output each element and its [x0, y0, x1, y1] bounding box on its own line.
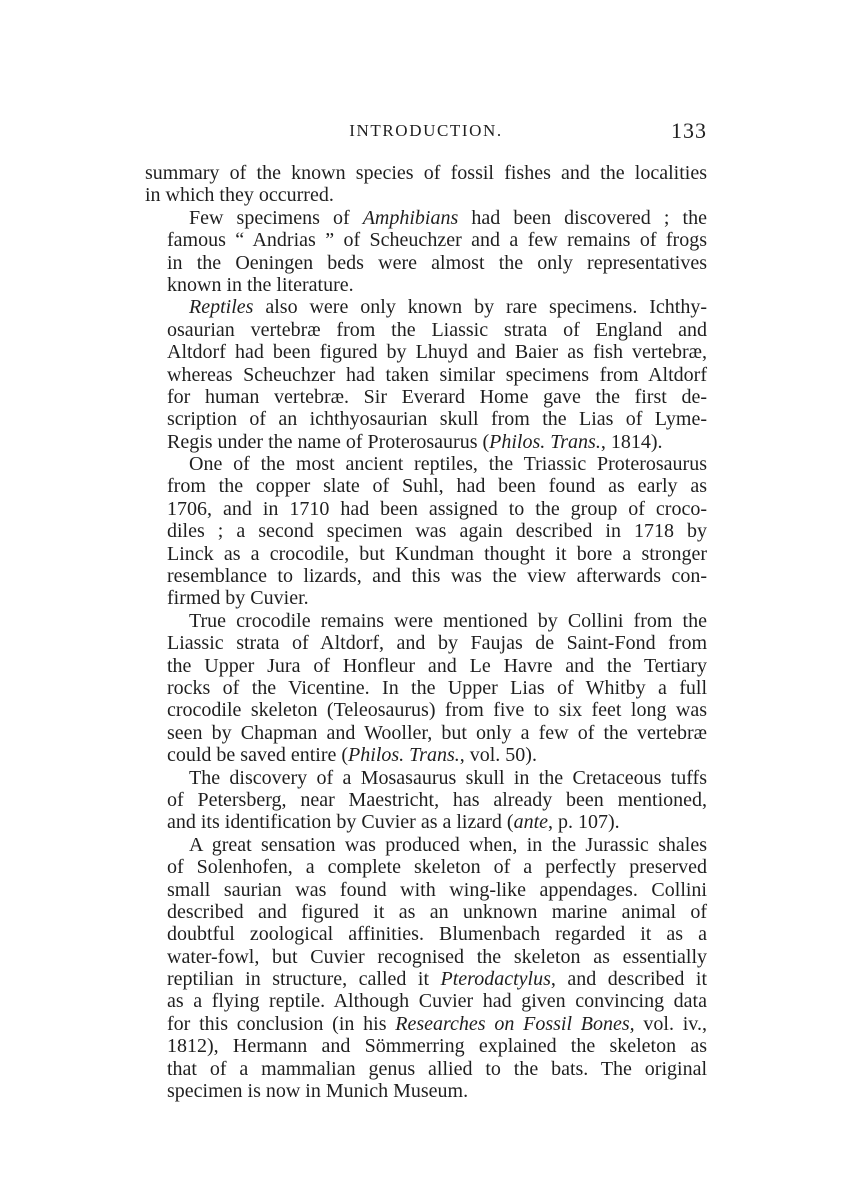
text-run: , 1814). [600, 430, 663, 453]
paragraph [145, 162, 707, 207]
text-line [145, 655, 707, 677]
text-line [145, 498, 707, 520]
text-line [145, 184, 707, 206]
text-line [145, 610, 707, 632]
text-run: described and figured it as an unknown marine animal of [167, 900, 707, 923]
text-run: crocodile skeleton (Teleosaurus) from five to six feet long was [167, 699, 707, 722]
text-run: 1706, and in 1710 had been assigned to the group of croco- [167, 497, 707, 520]
text-run: and its identification by Cuvier as a lizard ( [167, 811, 514, 834]
italic-text: Researches on Fossil Bones, [395, 1012, 635, 1035]
text-line [145, 274, 707, 296]
text-run: Altdorf had been figured by Lhuyd and Baier as fish vertebræ, [167, 341, 707, 364]
text-run: in which they occurred. [145, 184, 334, 207]
text-line [145, 1013, 707, 1035]
body-text [145, 162, 707, 1102]
text-line [145, 677, 707, 699]
text-run: could be saved entire ( [167, 744, 349, 767]
text-run: Liassic strata of Altdorf, and by Faujas de Saint-Fond from [167, 632, 707, 655]
text-line [145, 744, 707, 766]
running-head [145, 120, 707, 152]
text-line [145, 1035, 707, 1057]
text-run: True crocodile remains were mentioned by Collini from the [189, 609, 707, 632]
page-number: 133 [671, 118, 707, 143]
text-run: specimen is now in Munich Museum. [167, 1080, 469, 1103]
text-line [145, 431, 707, 453]
text-line [145, 408, 707, 430]
text-line [145, 879, 707, 901]
text-run: , p. 107). [548, 811, 620, 834]
text-line [145, 341, 707, 363]
text-run: Few specimens of [189, 206, 363, 229]
text-run: One of the most ancient reptiles, the Triassic Proterosaurus [189, 453, 707, 476]
running-title: INTRODUCTION. [349, 121, 503, 140]
text-line [145, 319, 707, 341]
text-line [145, 722, 707, 744]
text-run: from the copper slate of Suhl, had been found as early as [167, 475, 707, 498]
text-run: vol. iv., [634, 1012, 707, 1035]
text-line [145, 923, 707, 945]
text-run: for this conclusion (in his [167, 1012, 396, 1035]
text-line [145, 364, 707, 386]
text-run: known in the literature. [167, 273, 354, 296]
text-line [145, 632, 707, 654]
text-run: as a flying reptile. Although Cuvier had given convincing data [167, 990, 707, 1013]
text-line [145, 296, 707, 318]
text-line [145, 1058, 707, 1080]
text-run: , and described it [550, 968, 707, 991]
text-run: osaurian vertebræ from the Liassic strata of England and [167, 318, 707, 341]
text-run: seen by Chapman and Wooller, but only a few of the vertebræ [167, 721, 707, 744]
text-run: diles ; a second specimen was again described in 1718 by [167, 520, 707, 543]
text-run: rocks of the Vicentine. In the Upper Lias of Whitby a full [167, 676, 707, 699]
text-run: firmed by Cuvier. [167, 587, 309, 610]
text-line [145, 856, 707, 878]
paragraph [145, 207, 707, 297]
text-run: scription of an ichthyosaurian skull from the Lias of Lyme- [167, 408, 707, 431]
text-run: that of a mammalian genus allied to the bats. The original [167, 1057, 707, 1080]
text-run: water-fowl, but Cuvier recognised the skeleton as essentially [167, 945, 707, 968]
text-run: Linck as a crocodile, but Kundman thought it bore a stronger [167, 542, 707, 565]
italic-text: Reptiles [189, 296, 254, 319]
text-run: A great sensation was produced when, in the Jurassic shales [189, 833, 707, 856]
italic-text: Philos. Trans. [489, 430, 601, 453]
text-run: resemblance to lizards, and this was the view afterwards con- [167, 565, 707, 588]
text-run: famous “ Andrias ” of Scheuchzer and a few remains of frogs [167, 229, 707, 252]
text-line [145, 968, 707, 990]
text-line [145, 946, 707, 968]
text-line [145, 834, 707, 856]
paragraph [145, 767, 707, 834]
text-line [145, 453, 707, 475]
text-line [145, 565, 707, 587]
italic-text: Philos. Trans. [348, 744, 460, 767]
text-run: Regis under the name of Proterosaurus ( [167, 430, 490, 453]
paragraph [145, 610, 707, 767]
text-run: , vol. 50). [459, 744, 537, 767]
text-line [145, 990, 707, 1012]
text-run: the Upper Jura of Honfleur and Le Havre and the Tertiary [167, 654, 707, 677]
italic-text: Pterodactylus [440, 968, 551, 991]
text-line [145, 520, 707, 542]
text-line [145, 543, 707, 565]
text-run: also were only known by rare specimens. Ichthy- [253, 296, 707, 319]
text-run: of Solenhofen, a complete skeleton of a perfectly preserved [167, 856, 707, 879]
text-run: doubtful zoological affinities. Blumenbach regarded it as a [167, 923, 707, 946]
text-run: in the Oeningen beds were almost the only representatives [167, 251, 707, 274]
text-run: small saurian was found with wing-like appendages. Collini [167, 878, 707, 901]
text-line [145, 475, 707, 497]
text-line [145, 699, 707, 721]
italic-text: ante [513, 811, 548, 834]
paragraph [145, 296, 707, 453]
text-line [145, 789, 707, 811]
text-run: 1812), Hermann and Sömmerring explained the skeleton as [167, 1035, 707, 1058]
text-run: had been discovered ; the [458, 206, 707, 229]
paragraph [145, 834, 707, 1103]
text-line [145, 252, 707, 274]
text-run: for human vertebræ. Sir Everard Home gave the first de- [167, 385, 707, 408]
text-run: whereas Scheuchzer had taken similar specimens from Altdorf [167, 363, 707, 386]
text-run: The discovery of a Mosasaurus skull in the Cretaceous tuffs [189, 766, 707, 789]
text-line [145, 901, 707, 923]
text-line [145, 1080, 707, 1102]
paragraph [145, 453, 707, 610]
text-run: summary of the known species of fossil fishes and the localities [145, 162, 707, 184]
text-line [145, 229, 707, 251]
text-line [145, 386, 707, 408]
text-line [145, 767, 707, 789]
text-line [145, 587, 707, 609]
italic-text: Amphibians [362, 206, 459, 229]
text-run: reptilian in structure, called it [167, 968, 441, 991]
text-run: of Petersberg, near Maestricht, has already been mentioned, [167, 788, 707, 811]
text-line [145, 162, 707, 184]
text-line [145, 207, 707, 229]
text-line [145, 811, 707, 833]
